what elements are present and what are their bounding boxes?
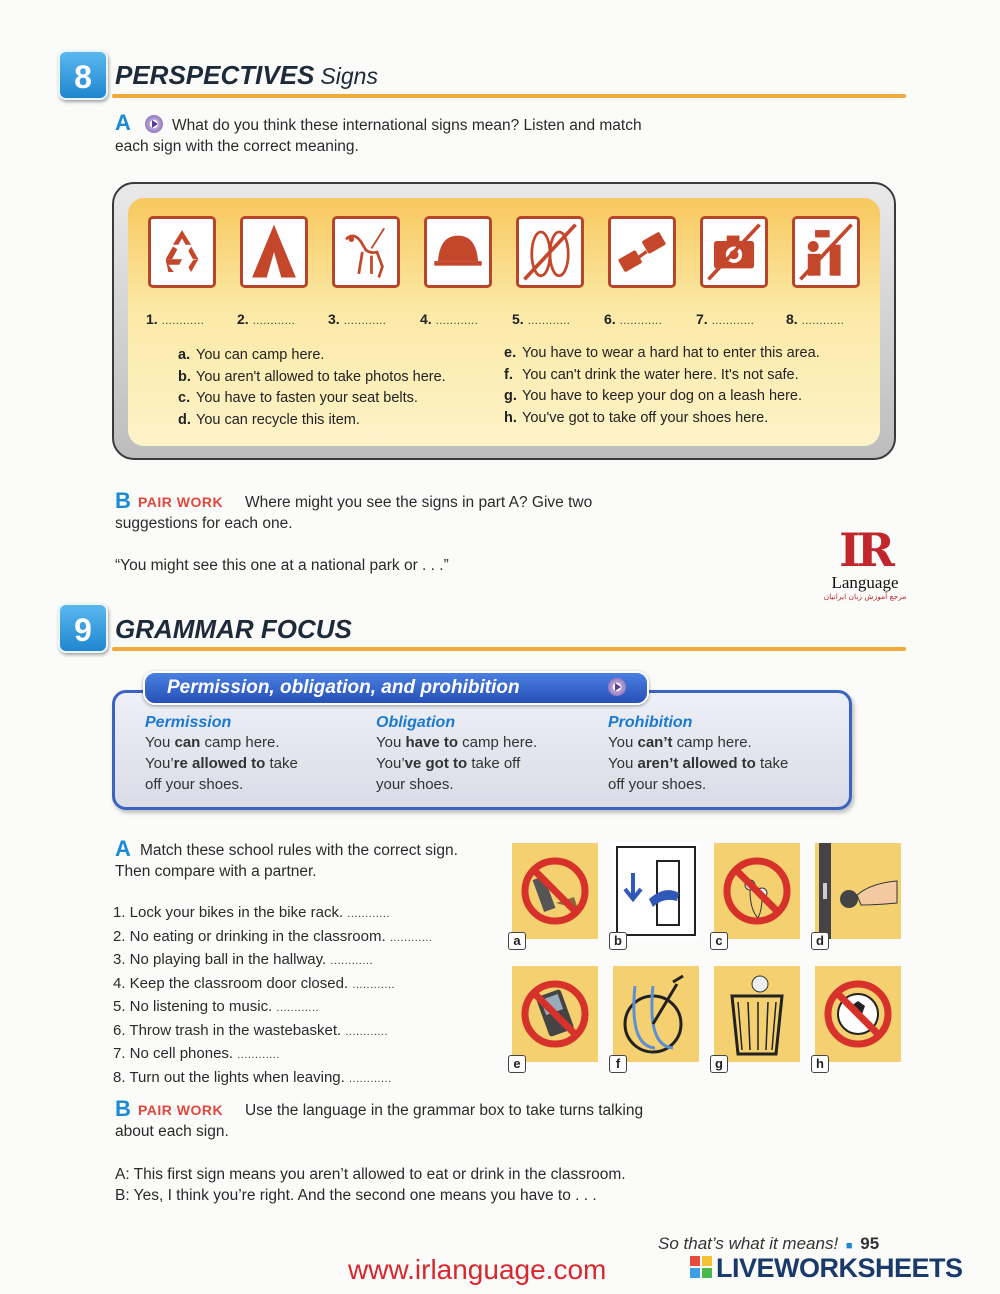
meanings-left xyxy=(178,345,446,431)
answer-slot-1[interactable]: 1. ............ xyxy=(146,311,205,327)
dog-leash-sign-icon xyxy=(332,216,400,288)
meaning-item: g. You have to keep your dog on a leash here. xyxy=(504,388,803,404)
rule-item[interactable]: 3. No playing ball in the hallway. ............ xyxy=(113,951,374,968)
recycle-sign-icon xyxy=(148,216,216,288)
grammar-example: off your shoes. xyxy=(608,776,707,793)
sign-label-e: e xyxy=(508,1055,526,1073)
grammar-example: You have to camp here. xyxy=(376,734,538,751)
section-title-text: PERSPECTIVES xyxy=(115,60,315,90)
grammar-col-prohibition xyxy=(608,714,844,795)
school-rules-list xyxy=(113,902,433,1090)
no-music-sign-icon xyxy=(714,843,800,939)
grammar-col-head: Prohibition xyxy=(608,714,693,731)
logo-letters: IR xyxy=(839,523,891,577)
rule-item[interactable]: 2. No eating or drinking in the classroom. ............ xyxy=(113,927,433,945)
grammar-example: You can camp here. xyxy=(145,734,280,751)
bike-rack-sign-icon xyxy=(613,966,699,1062)
grammar-example: your shoes. xyxy=(376,776,454,793)
rule-item[interactable]: 5. No listening to music. ............ xyxy=(113,998,320,1015)
answer-slot-5[interactable]: 5. ............ xyxy=(512,311,571,327)
grammar-example: off your shoes. xyxy=(145,776,244,793)
meaning-item: d. You can recycle this item. xyxy=(178,411,360,428)
no-food-drink-sign-icon xyxy=(512,843,598,939)
sign-label-d: d xyxy=(811,932,829,950)
section-number-badge: 9 xyxy=(58,603,108,653)
section-number-badge: 8 xyxy=(58,50,108,100)
sign-label-c: c xyxy=(710,932,728,950)
part-b-letter: B xyxy=(115,488,131,513)
meaning-item: c. You have to fasten your seat belts. xyxy=(178,390,418,406)
section-divider xyxy=(112,647,906,651)
part-a-instructions: What do you think these international signs mean? Listen and match each sign with the correct meaning. xyxy=(115,117,642,155)
answer-slot-6[interactable]: 6. ............ xyxy=(604,311,663,327)
grammar-example: You aren’t allowed to take xyxy=(608,755,789,772)
rule-item[interactable]: 6. Throw trash in the wastebasket. ............ xyxy=(113,1021,389,1039)
rule-item[interactable]: 4. Keep the classroom door closed. ............ xyxy=(113,974,395,992)
grammar-col-head: Permission xyxy=(145,714,232,731)
meanings-right xyxy=(504,343,820,429)
answer-slot-2[interactable]: 2. ............ xyxy=(237,311,296,327)
grammar-example: You’ve got to take off xyxy=(376,755,521,772)
logo-word: Language xyxy=(831,573,899,592)
sign-label-g: g xyxy=(710,1055,728,1073)
section-divider xyxy=(112,94,906,98)
lock-bike-sign-icon xyxy=(613,843,699,939)
meaning-item: b. You aren't allowed to take photos here. xyxy=(178,368,446,385)
part-a-instructions: Match these school rules with the correct sign. Then compare with a partner. xyxy=(115,842,458,880)
answer-slot-7[interactable]: 7. ............ xyxy=(696,311,755,327)
part-b-letter: B xyxy=(115,1096,131,1121)
section-title xyxy=(115,60,378,91)
meaning-item: h. You've got to take off your shoes here. xyxy=(504,409,769,426)
website-url[interactable]: www.irlanguage.com xyxy=(348,1254,607,1285)
answer-slot-3[interactable]: 3. ............ xyxy=(328,311,387,327)
sign-label-f: f xyxy=(609,1055,627,1073)
pair-work-label: PAIR WORK xyxy=(138,1102,224,1118)
no-cell-phones-sign-icon xyxy=(512,966,598,1062)
page-caption: So that’s what it means! ■ 95 xyxy=(658,1234,880,1253)
audio-play-icon[interactable] xyxy=(608,678,626,698)
dialog-line-b: B: Yes, I think you’re right. And the second one means you have to . . . xyxy=(115,1187,597,1204)
meaning-item: f. You can't drink the water here. It's not safe. xyxy=(504,366,799,383)
part-b-instructions: Use the language in the grammar box to take turns talking about each sign. xyxy=(115,1102,644,1140)
rule-item[interactable]: 7. No cell phones. ............ xyxy=(113,1045,280,1062)
part-a-letter: A xyxy=(115,110,131,135)
no-camera-sign-icon xyxy=(700,216,768,288)
hard-hat-sign-icon xyxy=(424,216,492,288)
grammar-col-head: Obligation xyxy=(376,714,456,731)
grammar-box-title: Permission, obligation, and prohibition xyxy=(143,671,649,705)
sign-label-a: a xyxy=(508,932,526,950)
answer-slot-8[interactable]: 8. ............ xyxy=(786,311,845,327)
seat-belt-sign-icon xyxy=(608,216,676,288)
no-shoes-sign-icon xyxy=(516,216,584,288)
grammar-example: You can’t camp here. xyxy=(608,734,752,751)
close-door-sign-icon xyxy=(815,843,901,939)
sign-label-b: b xyxy=(609,932,627,950)
no-ball-sign-icon xyxy=(815,966,901,1062)
part-b-instructions: Where might you see the signs in part A? Give two suggestions for each one. xyxy=(115,494,593,532)
part-b-example: “You might see this one at a national park or . . .” xyxy=(115,557,449,574)
rule-item[interactable]: 8. Turn out the lights when leaving. ............ xyxy=(113,1068,392,1086)
rule-item[interactable]: 1. Lock your bikes in the bike rack. ............ xyxy=(113,904,390,921)
part-a-letter: A xyxy=(115,836,131,861)
section-subtitle: Signs xyxy=(320,63,378,89)
grammar-example: You’re allowed to take xyxy=(145,755,298,772)
sign-label-h: h xyxy=(811,1055,829,1073)
grammar-col-obligation xyxy=(376,714,586,795)
meaning-item: a. You can camp here. xyxy=(178,347,325,363)
ir-language-logo xyxy=(822,523,908,612)
section-title: GRAMMAR FOCUS xyxy=(115,614,352,644)
grammar-col-permission xyxy=(145,714,355,795)
meaning-item: e. You have to wear a hard hat to enter this area. xyxy=(504,345,820,361)
wastebasket-sign-icon xyxy=(714,966,800,1062)
logo-tagline: مرجع آموزش زبان ایرانیان xyxy=(823,592,907,601)
dialog-line-a: A: This first sign means you aren’t allowed to eat or drink in the classroom. xyxy=(115,1166,626,1183)
liveworksheets-brand: LIVEWORKSHEETS xyxy=(716,1253,963,1283)
tent-sign-icon xyxy=(240,216,308,288)
answer-slot-4[interactable]: 4. ............ xyxy=(420,311,479,327)
pair-work-label: PAIR WORK xyxy=(138,494,224,510)
no-drinking-water-sign-icon xyxy=(792,216,860,288)
liveworksheets-logo-icon xyxy=(690,1256,712,1278)
